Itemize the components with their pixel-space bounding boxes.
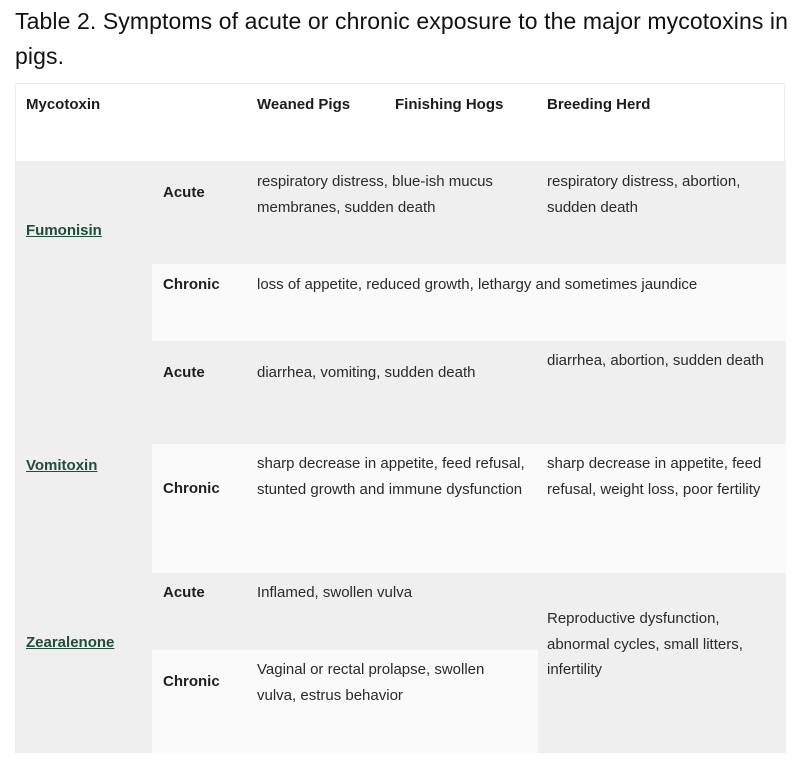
- fumonisin-acute-label: Acute: [163, 184, 205, 202]
- zearalenone-breeding-combined: Reproductive dysfunction, abnormal cycles, small litters, infertility: [547, 610, 743, 678]
- header-mycotoxin: Mycotoxin: [26, 96, 101, 113]
- zearalenone-link-text[interactable]: Zearalenone: [26, 634, 115, 652]
- zearalenone-acute-label: Acute: [163, 584, 205, 601]
- zearalenone-chronic-weaned-finishing: Vaginal or rectal prolapse, swollen vulva, estrus behavior: [257, 661, 485, 704]
- zearalenone-chronic-label: Chronic: [163, 673, 220, 691]
- vomitoxin-link[interactable]: [26, 424, 152, 508]
- fumonisin-link[interactable]: [26, 161, 152, 301]
- fumonisin-chronic-all: loss of appetite, reduced growth, lethargy and sometimes jaundice: [257, 276, 698, 293]
- vomitoxin-chronic-label: Chronic: [163, 480, 220, 498]
- vomitoxin-acute-breeding: diarrhea, abortion, sudden death: [547, 352, 764, 369]
- fumonisin-chronic-label: Chronic: [163, 276, 220, 293]
- vomitoxin-link-text[interactable]: Vomitoxin: [26, 457, 98, 475]
- vomitoxin-chronic-weaned-finishing: sharp decrease in appetite, feed refusal, stunted growth and immune dysfunction: [257, 455, 525, 498]
- vomitoxin-acute-weaned-finishing: diarrhea, vomiting, sudden death: [257, 364, 476, 382]
- zearalenone-acute-weaned-finishing: Inflamed, swollen vulva: [257, 584, 413, 601]
- vomitoxin-chronic-breeding: sharp decrease in appetite, feed refusal, weight loss, poor fertility: [547, 455, 762, 498]
- mycotoxin-table: [15, 83, 785, 753]
- vomitoxin-acute-label: Acute: [163, 364, 205, 382]
- header-weaned-pigs: Weaned Pigs: [257, 96, 351, 113]
- table-title: Table 2. Symptoms of acute or chronic exposure to the major mycotoxins in pigs.: [15, 8, 789, 69]
- header-breeding-herd: Breeding Herd: [547, 96, 651, 113]
- zearalenone-link[interactable]: [26, 573, 152, 713]
- fumonisin-acute-breeding: respiratory distress, abortion, sudden death: [547, 173, 741, 216]
- fumonisin-link-text[interactable]: Fumonisin: [26, 222, 102, 240]
- fumonisin-acute-weaned-finishing: respiratory distress, blue-ish mucus membranes, sudden death: [257, 173, 493, 216]
- header-finishing-hogs: Finishing Hogs: [395, 96, 504, 113]
